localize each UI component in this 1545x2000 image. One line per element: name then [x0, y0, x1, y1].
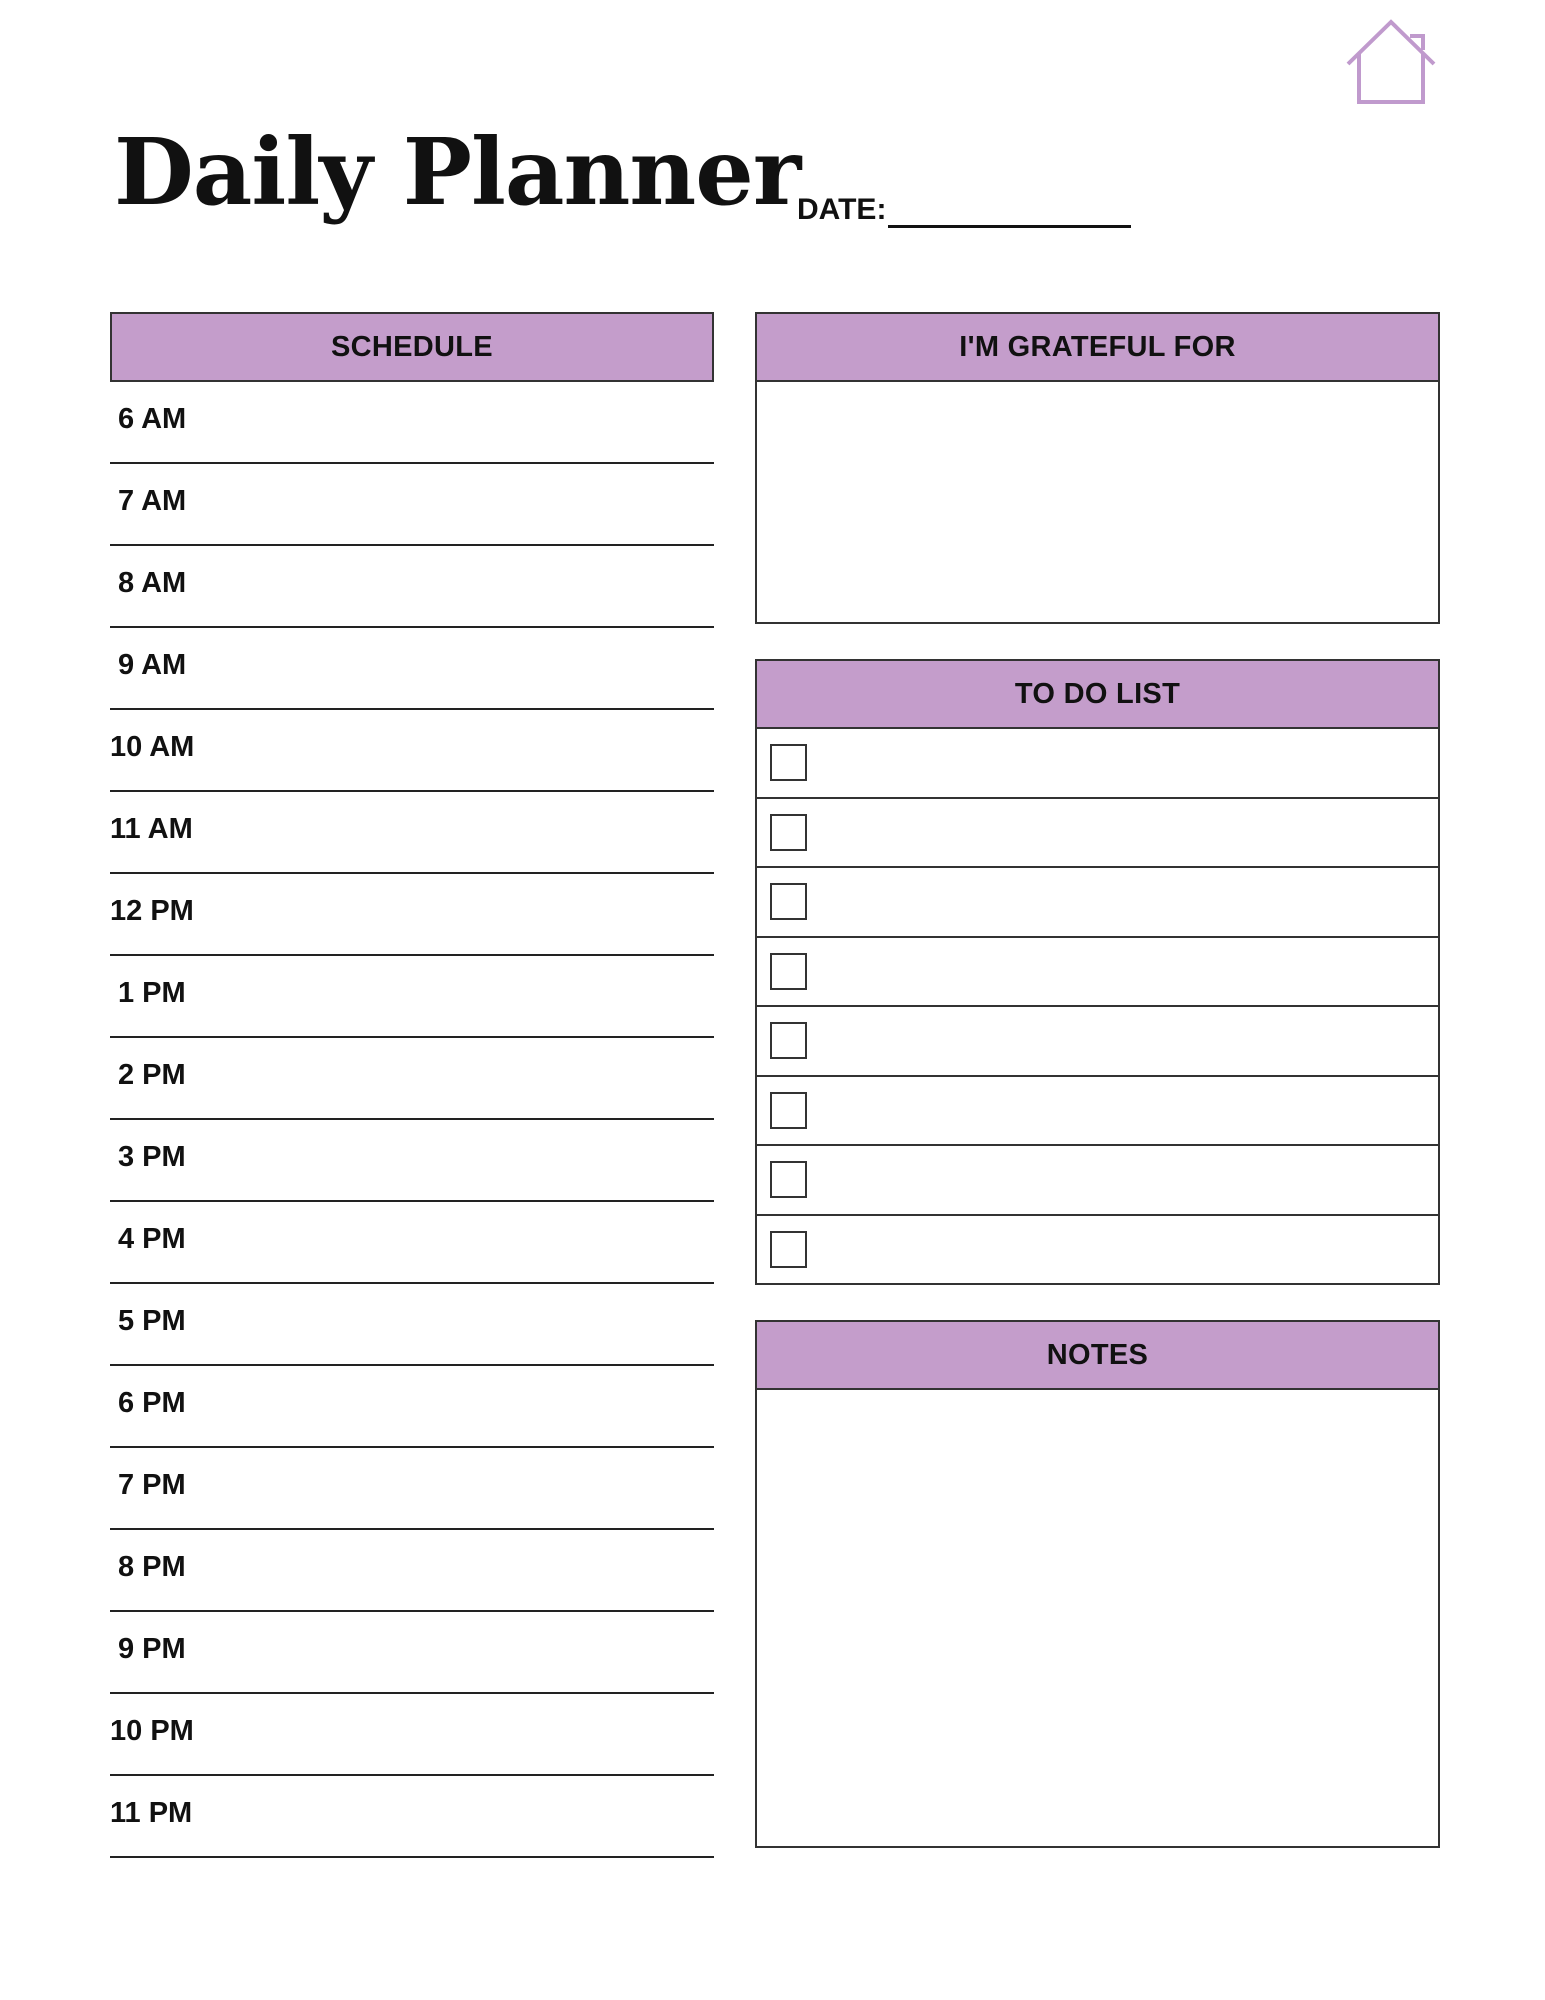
schedule-slot[interactable]: [110, 1612, 714, 1694]
schedule-slot[interactable]: [110, 1284, 714, 1366]
schedule-slot-time: 6 AM: [118, 403, 187, 435]
home-button[interactable]: [1342, 14, 1440, 108]
todo-checkbox[interactable]: [770, 814, 807, 851]
date-blank-line[interactable]: [888, 197, 1131, 228]
schedule-slot-time: 6 PM: [118, 1387, 186, 1419]
schedule-slot[interactable]: [110, 546, 714, 628]
schedule-slot-time: 11 PM: [110, 1797, 193, 1829]
schedule-list: [110, 382, 714, 1858]
schedule-slot-time: 5 PM: [118, 1305, 186, 1337]
todo-checkbox[interactable]: [770, 1022, 807, 1059]
todo-list: [755, 729, 1440, 1285]
todo-item[interactable]: [757, 1077, 1438, 1147]
schedule-slot-time: 9 AM: [118, 649, 187, 681]
todo-checkbox[interactable]: [770, 883, 807, 920]
schedule-slot[interactable]: [110, 792, 714, 874]
schedule-slot-time: 10 AM: [110, 731, 195, 763]
schedule-slot[interactable]: [110, 1366, 714, 1448]
todo-header: TO DO LIST: [755, 659, 1440, 729]
schedule-slot[interactable]: [110, 382, 714, 464]
todo-checkbox[interactable]: [770, 1231, 807, 1268]
schedule-slot[interactable]: [110, 1776, 714, 1858]
schedule-slot-time: 8 PM: [118, 1551, 186, 1583]
schedule-slot[interactable]: [110, 710, 714, 792]
todo-checkbox[interactable]: [770, 1092, 807, 1129]
schedule-slot[interactable]: [110, 956, 714, 1038]
schedule-slot-time: 1 PM: [118, 977, 186, 1009]
date-field[interactable]: [797, 192, 1131, 228]
schedule-slot[interactable]: [110, 628, 714, 710]
schedule-slot-time: 3 PM: [118, 1141, 186, 1173]
todo-item[interactable]: [757, 729, 1438, 799]
schedule-slot-time: 7 PM: [118, 1469, 186, 1501]
schedule-slot-time: 8 AM: [118, 567, 187, 599]
schedule-slot[interactable]: [110, 1448, 714, 1530]
schedule-header: SCHEDULE: [110, 312, 714, 382]
schedule-slot[interactable]: [110, 464, 714, 546]
todo-item[interactable]: [757, 1216, 1438, 1286]
notes-writing-area[interactable]: [755, 1388, 1440, 1848]
date-label: DATE:: [797, 193, 887, 226]
todo-item[interactable]: [757, 868, 1438, 938]
todo-item[interactable]: [757, 1007, 1438, 1077]
todo-item[interactable]: [757, 799, 1438, 869]
schedule-slot-time: 4 PM: [118, 1223, 186, 1255]
todo-checkbox[interactable]: [770, 953, 807, 990]
schedule-slot[interactable]: [110, 1038, 714, 1120]
todo-item[interactable]: [757, 938, 1438, 1008]
todo-checkbox[interactable]: [770, 744, 807, 781]
grateful-writing-area[interactable]: [755, 380, 1440, 624]
schedule-slot-time: 12 PM: [110, 895, 194, 927]
schedule-slot[interactable]: [110, 1694, 714, 1776]
house-icon: [1342, 14, 1440, 108]
page-title: Daily Planner: [114, 118, 801, 226]
schedule-slot-time: 7 AM: [118, 485, 187, 517]
schedule-slot-time: 10 PM: [110, 1715, 194, 1747]
grateful-header: I'M GRATEFUL FOR: [755, 312, 1440, 382]
schedule-slot-time: 9 PM: [118, 1633, 186, 1665]
notes-header: NOTES: [755, 1320, 1440, 1390]
schedule-slot-time: 2 PM: [118, 1059, 186, 1091]
schedule-slot[interactable]: [110, 874, 714, 956]
schedule-slot[interactable]: [110, 1120, 714, 1202]
schedule-slot-time: 11 AM: [110, 813, 193, 845]
todo-item[interactable]: [757, 1146, 1438, 1216]
schedule-slot[interactable]: [110, 1530, 714, 1612]
schedule-slot[interactable]: [110, 1202, 714, 1284]
todo-checkbox[interactable]: [770, 1161, 807, 1198]
